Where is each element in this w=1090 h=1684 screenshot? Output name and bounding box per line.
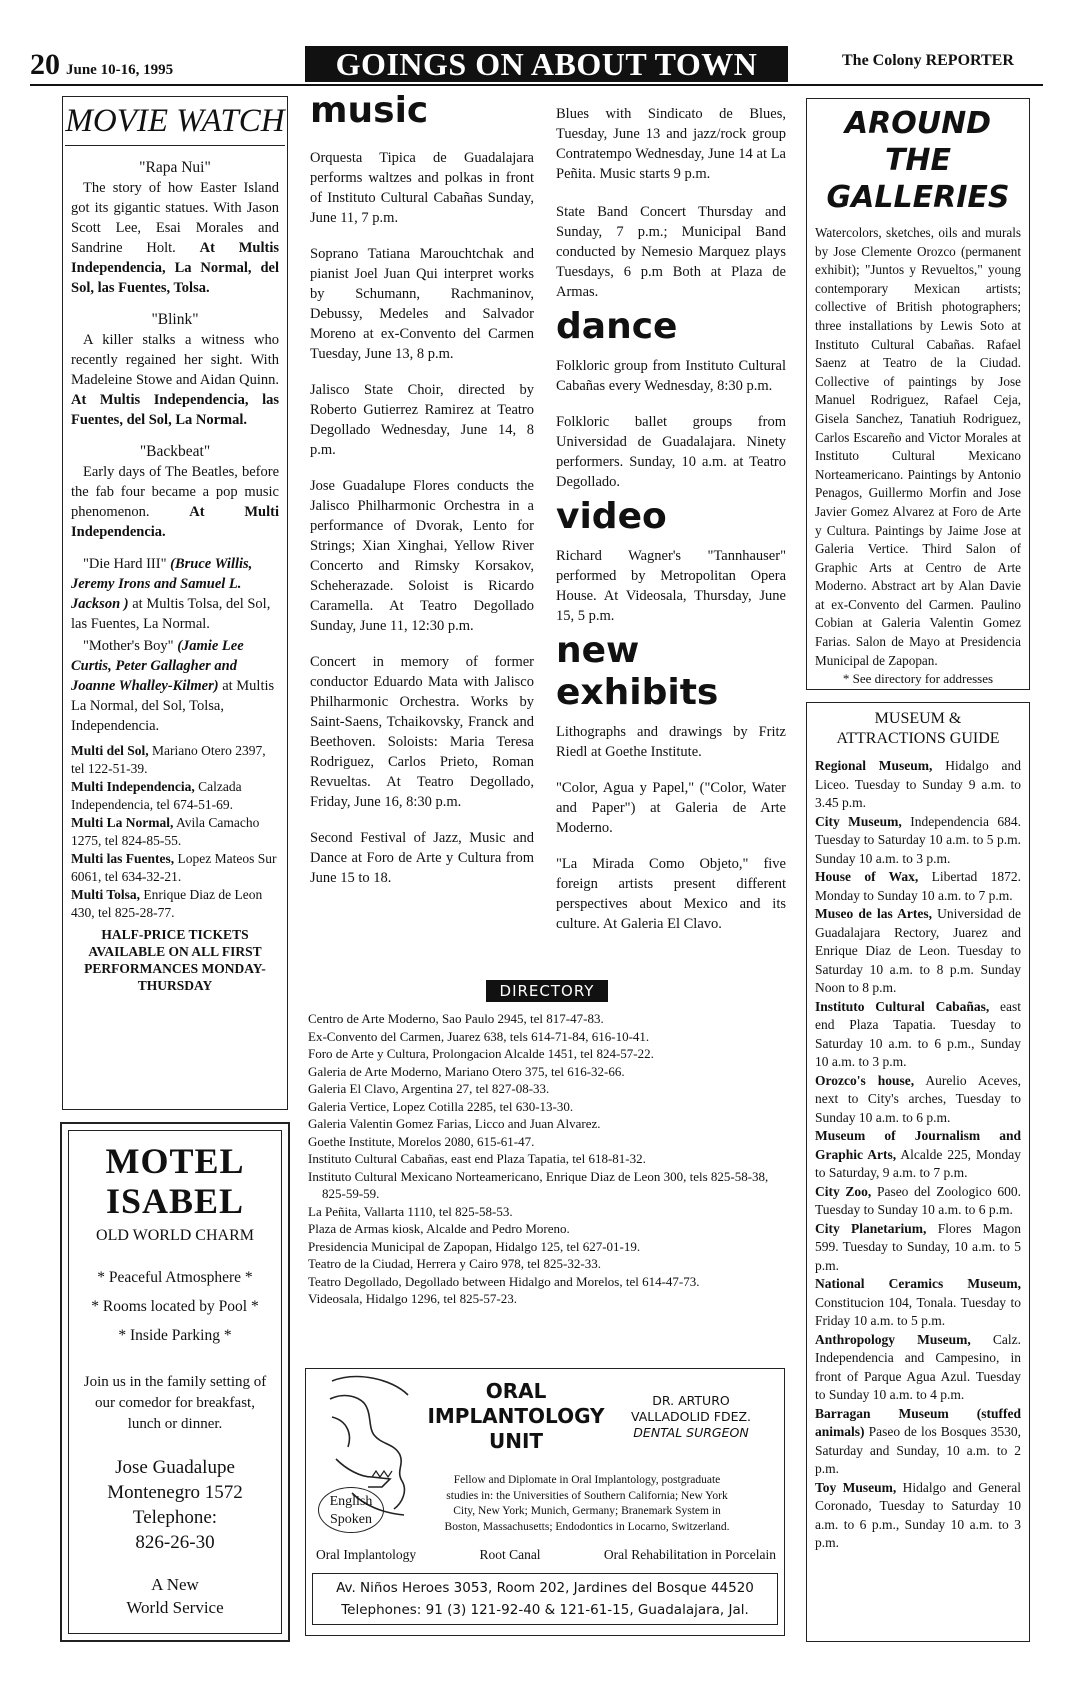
music-item: Concert in memory of former conductor Eduardo Mata with Jalisco Philharmonic Orchestra. Works by Saint-Saens, Tchaikovsky, Franck and Beethoven. Soloists: Maria Teresa Rodriguez, Carlos Prieto, Roman Revueltas. At Teatro Degollado, Friday, June 16, 8:30 p.m. [310,654,534,810]
page-number: 20 [30,48,60,81]
galleries-title [815,105,1021,216]
movie-watch-title: MOVIE WATCH [65,101,285,146]
exhibit-item: "Color, Agua y Papel," ("Color, Water and Paper") at Galeria de Arte Moderno. [556,780,786,836]
dental-doctor [606,1393,776,1441]
video-item: Richard Wagner's "Tannhauser" performed by Metropolitan Opera House. At Videosala, Thursday, June 15, 5 p.m. [556,548,786,624]
directory [308,980,786,1308]
theater-address: Lopez Mateos Sur 6061, tel 634-32-21. [71,851,277,884]
galleries-text: Watercolors, sketches, oils and murals by Jose Clemente Orozco (permanent exhibit); "Juntos y Revueltos," young contemporary Mexican artists; collective of British photographers; three installations by Lewis Soto at Instituto Cultural Cabañas. Rafael Saenz at Teatro de la Ciudad. Collective of paintings by Jose Manuel Rodriguez, Rafael Ceja, Gisela Sanchez, Tanatiuh Rodriguez, Carlos Escareño and Victor Morales at Instituto Cultural Mexicano Norteamericano. Paintings by Antonio Penagos, Guillermo Morfin and Jose Javier Gomez Alvarez at Foro de Arte y Cultura. Paintings by Jaime Jose at Galeria Vertice. Third Salon of Graphic Arts at Centro de Arte Moderno. Abstract art by Alan Davie at ex-Convento del Carmen. Paulino Cobian at Galeria Valentin Gomez Farias. Salon de Mayo at Presidencia Municipal de Zapopan. [815,225,1021,668]
header-rule [30,84,1043,86]
motel-slogan [77,1573,273,1619]
directory-entry: Galeria El Clavo, Argentina 27, tel 827-08-33. [308,1081,550,1096]
directory-entry: Instituto Cultural Cabañas, east end Plaza Tapatia, tel 618-81-32. [308,1151,646,1166]
museum-name: City Zoo, [815,1183,872,1199]
motel-phone-label: Telephone: [132,1507,218,1528]
directory-entry: Galeria Valentin Gomez Farias, Licco and Juan Alvarez. [308,1116,601,1131]
exhibits-heading: new exhibits [556,630,719,713]
museum-details: Aurelio Aceves, next to City's arches, Tuesday to Sunday 10 a.m. to 6 p.m. [815,1072,1021,1125]
museum-name: Barragan Museum (stuffed animals) [815,1405,1021,1439]
directory-entry: Videosala, Hidalgo 1296, tel 825-57-23. [308,1291,517,1306]
theater-entry [71,886,279,922]
museum-entry [815,1405,1021,1479]
museum-name: National Ceramics Museum, [815,1276,1021,1291]
museum-details: Alcalde 225, Monday to Saturday, 9 a.m. to 7 p.m. [815,1146,1021,1180]
movie-entry [71,158,279,298]
music-item: Orquesta Tipica de Guadalajara performs waltzes and polkas in front of Instituto Cultural Cabañas Sunday, June 11, 7 p.m. [310,150,534,226]
museum-details: Universidad de Guadalajara Rectory, Juarez and Enrique Diaz de Leon. Tuesday to Saturday 10 a.m. to 8 p.m. Sunday Noon to 8 p.m. [815,906,1021,995]
museum-name: City Planetarium, [815,1220,927,1236]
museum-name: Museo de las Artes, [815,906,932,921]
dental-title [416,1379,616,1454]
theater-entry [71,742,279,778]
dental-service: Oral Implantology [316,1547,417,1562]
music-item: Jose Guadalupe Flores conducts the Jalisco Philharmonic Orchestra in a performance of Dvorak, Lento for Strings; Xian Xinghai, Yellow River Concerto and Rimsky Korsakov, Scheherazade. Soloist is Ricardo Caramella. At Teatro Degollado Sunday, June 11, 12:30 p.m. [310,478,534,634]
dental-service: Oral Rehabilitation in Porcelain [603,1547,776,1562]
directory-list [308,1010,786,1308]
dance-heading: dance [556,306,678,347]
museum-guide-box [806,702,1030,1642]
movie-entry [71,310,279,430]
museum-name: Orozco's house, [815,1072,915,1088]
directory-entry: Plaza de Armas kiosk, Alcalde and Pedro Moreno. [308,1221,570,1236]
music-item: Blues with Sindicato de Blues, Tuesday, June 13 and jazz/rock group Contratempo Wednesday, June 14 at La Peñita. Music starts 9 p.m. [556,106,786,182]
museum-details: Independencia 684. Tuesday to Saturday 10 a.m. to 5 p.m. Sunday 10 a.m. to 3 p.m. [815,813,1022,866]
motel-feature: * Peaceful Atmosphere * [97,1269,253,1286]
museum-entry [815,1220,1021,1276]
museum-name: Museum of Journalism and Graphic Arts, [815,1128,1021,1162]
museum-name: Instituto Cultural Cabañas, [815,998,990,1014]
exhibit-item: "La Mirada Como Objeto," five foreign artists present different perspectives about Mexico and its culture. At Galeria El Clavo. [556,856,786,932]
movie-desc: The story of how Easter Island got its gigantic statues. With Jason Scott Lee, Esai Morales and Sandrine Holt. [71,180,279,256]
dental-title-line1: ORAL [485,1379,547,1403]
directory-entry: Galeria Vertice, Lopez Cotilla 2285, tel 630-13-30. [308,1098,574,1114]
museum-title-line2: ATTRACTIONS GUIDE [836,730,1000,747]
music-item: Soprano Tatiana Marouchtchak and pianist Joel Juan Qui interpret works by Schumann, Rachmaninov, Debussy, Medeles and Salvador Moreno at ex-Convento del Carmen Tuesday, June 13, 8 p.m. [310,246,534,362]
music-heading: music [310,90,429,131]
movie-title: "Mother's Boy" [83,638,174,654]
movie-where: At Multis Independencia, La Normal, del Sol, las Fuentes, Tolsa. [71,240,279,296]
movie-cast: (Jamie Lee Curtis, Peter Gallagher and Joanne Whalley-Kilmer) [71,638,244,694]
museum-details: Paseo del Zoologico 600. Tuesday to Sunday 10 a.m. to 6 p.m. [815,1183,1021,1217]
theater-entry [71,778,279,814]
museum-name: Anthropology Museum, [815,1331,971,1347]
motel-address-line1: Jose Guadalupe [115,1457,235,1478]
motel-slogan-line1: A New [151,1575,199,1594]
directory-entry: Centro de Arte Moderno, Sao Paulo 2945, tel 817-47-83. [308,1011,604,1026]
museum-entry [815,998,1021,1072]
directory-entry: Teatro Degollado, Degollado between Hidalgo and Morelos, tel 614-47-73. [308,1273,700,1289]
museum-details: Hidalgo and General Coronado, Tuesday to Saturday 10 a.m. to 6 p.m., Sunday 10 a.m. to 3 p.m. [815,1479,1022,1550]
movie-where: at Multis La Normal, del Sol, Tolsa, Independencia. [71,678,275,734]
paper-name: The Colony REPORTER [842,52,1014,69]
badge-line1: English [329,1494,373,1509]
theater-name: Multi las Fuentes, [71,851,175,866]
directory-entry: Presidencia Municipal de Zapopan, Hidalgo 125, tel 627-01-19. [308,1238,641,1254]
motel-ad-inner [68,1130,282,1634]
museum-details: Flores Magon 599. Tuesday to Sunday, 10 a.m. to 5 p.m. [815,1220,1021,1273]
directory-entry: Foro de Arte y Cultura, Prolongacion Alcalde 1451, tel 824-57-22. [308,1046,654,1061]
movie-cast: (Bruce Willis, Jeremy Irons and Samuel L. Jackson ) [71,556,253,612]
movie-desc: Early days of The Beatles, before the fab four became a pop music phenomenon. [71,464,279,520]
museum-title-line1: MUSEUM & [874,710,962,727]
directory-entry: Goethe Institute, Morelos 2080, 615-61-47. [308,1133,535,1149]
theater-name: Multi Independencia, [71,779,195,794]
theater-name: Multi del Sol, [71,743,149,758]
movie-where: At Multis Independencia, las Fuentes, del Sol, La Normal. [71,392,279,428]
theater-address: Enrique Diaz de Leon 430, tel 825-28-77. [71,887,263,920]
doctor-name-line1: DR. ARTURO [652,1393,730,1408]
motel-phone: 826-26-30 [135,1532,215,1553]
movie-title: "Blink" [151,311,199,328]
movie-where: at Multis Tolsa, del Sol, las Fuentes, La Normal. [71,596,271,632]
galleries-note: * See directory for addresses [842,671,994,687]
page-header-left [30,48,173,82]
doctor-name-line2: VALLADOLID FDEZ. [630,1409,752,1424]
dental-service: Root Canal [479,1547,541,1562]
doctor-title: DENTAL SURGEON [633,1425,749,1440]
section-title: GOINGS ON ABOUT TOWN [305,46,788,82]
music-item: Jalisco State Choir, directed by Roberto Gutierrez Ramirez at Teatro Degollado Wednesday, June 14, 8 p.m. [310,382,534,458]
english-spoken-badge [318,1487,384,1533]
museum-entry [815,905,1021,998]
theater-address: Calzada Independencia, tel 674-51-69. [71,779,242,812]
music-column [310,88,534,888]
museum-entry [815,1275,1021,1331]
motel-tagline: OLD WORLD CHARM [96,1227,254,1244]
museum-entry [815,1127,1021,1183]
video-heading: video [556,496,667,537]
directory-entry: La Peñita, Vallarta 1110, tel 825-58-53. [308,1203,513,1219]
motel-ad [60,1122,290,1642]
museum-details: Constitucion 104, Tonala. Tuesday to Friday 10 a.m. to 5 p.m. [815,1294,1021,1328]
dental-ad [305,1368,785,1636]
museum-entry [815,1072,1021,1128]
museum-details: east end Plaza Tapatia. Tuesday to Saturday 10 a.m. to 6 p.m., Sunday 10 a.m. to 3 p.m. [815,998,1021,1069]
issue-date: June 10-16, 1995 [66,62,174,78]
music-item: Second Festival of Jazz, Music and Dance at Foro de Arte y Cultura from June 15 to 18. [310,830,534,886]
dance-item: Folkloric ballet groups from Universidad de Guadalajara. Ninety performers. Sunday, 10 a.m. at Teatro Degollado. [556,414,786,490]
museum-entry [815,1331,1021,1405]
directory-entry: Ex-Convento del Carmen, Juarez 638, tels 614-71-84, 616-10-41. [308,1028,650,1044]
movie-entry [71,442,279,542]
dental-bio: Fellow and Diplomate in Oral Implantology, postgraduate studies in: the Universities of Southern California; New York City, New York; Munich, Germany; Branemark System in Boston, Massachusetts; Endodontics in Locarno, Switzerland. [444,1474,730,1533]
movie-desc: A killer stalks a witness who recently regained her sight. With Madeleine Stowe and Aidan Quinn. [71,332,279,388]
movie-title: "Rapa Nui" [139,159,211,176]
museum-entry [815,757,1021,813]
motel-features [77,1263,273,1350]
galleries-title-line2: GALLERIES [826,180,1010,215]
museum-entry [815,1183,1021,1220]
museum-details: Paseo de los Bosques 3530, Saturday and Sunday, 10 a.m. to 2 p.m. [815,1424,1022,1476]
museum-name: Toy Museum, [815,1479,897,1495]
directory-entry: Instituto Cultural Mexicano Norteamericano, Enrique Diaz de Leon 300, tels 825-58-38, 825-59-59. [308,1168,769,1201]
museum-name: City Museum, [815,813,902,829]
galleries-box [806,98,1030,690]
museum-details: Calz. Independencia and Campesino, in front of Parque Agua Azul. Tuesday to Sunday 10 a.m. to 4 p.m. [815,1331,1021,1402]
movie-entry [71,636,279,736]
motel-address-line2: Montenegro 1572 [107,1482,243,1503]
theater-name: Multi Tolsa, [71,887,141,902]
museum-entry [815,868,1021,905]
museum-entry [815,813,1021,869]
motel-name-line1: MOTEL [105,1141,245,1181]
dental-title-line2: IMPLANTOLOGY [427,1404,605,1428]
museum-guide-title [815,709,1021,749]
theater-address: Mariano Otero 2397, tel 122-51-39. [71,743,266,776]
movie-where: At Multi Independencia. [71,504,279,540]
badge-line2: Spoken [330,1512,372,1527]
theater-list [71,742,279,922]
dental-address: Av. Niños Heroes 3053, Room 202, Jardines del Bosque 44520 [336,1580,754,1596]
dental-title-line3: UNIT [488,1429,544,1453]
music-item: State Band Concert Thursday and Sunday, 7 p.m.; Municipal Band conducted by Nemesio Marquez plays Tuesdays, 6 p.m Both at Plaza de Armas. [556,204,786,300]
movie-title: "Die Hard III" [83,556,167,572]
movie-watch-box [62,96,288,1110]
museum-entry [815,1479,1021,1553]
motel-feature: * Rooms located by Pool * [91,1298,259,1315]
directory-label: DIRECTORY [486,980,609,1002]
motel-address [77,1455,273,1555]
motel-name-line2: ISABEL [105,1181,245,1221]
theater-entry [71,814,279,850]
events-column-2 [556,104,786,934]
museum-details: Libertad 1872. Monday to Sunday 10 a.m. to 7 p.m. [815,869,1021,903]
museum-details: Hidalgo and Liceo. Tuesday to Sunday 9 a.m. to 3.45 p.m. [815,758,1021,810]
theater-address: Avila Camacho 1275, tel 824-85-55. [71,815,260,848]
directory-entry: Galeria de Arte Moderno, Mariano Otero 375, tel 616-32-66. [308,1063,625,1079]
museum-list [815,757,1021,1553]
movie-entry [71,554,279,634]
motel-feature: * Inside Parking * [118,1327,232,1344]
dental-services [316,1547,776,1563]
motel-slogan-line2: World Service [126,1598,224,1617]
motel-invite: Join us in the family setting of our comedor for breakfast, lunch or dinner. [83,1374,267,1432]
half-price-notice: HALF-PRICE TICKETS AVAILABLE ON ALL FIRST PERFORMANCES MONDAY-THURSDAY [84,927,266,993]
exhibit-item: Lithographs and drawings by Fritz Riedl at Goethe Institute. [556,724,786,760]
museum-name: Regional Museum, [815,758,933,773]
dental-contact [312,1573,778,1625]
theater-entry [71,850,279,886]
directory-entry: Teatro de la Ciudad, Herrera y Cairo 978, tel 825-32-33. [308,1256,601,1271]
theater-name: Multi La Normal, [71,815,174,830]
movie-title: "Backbeat" [139,443,211,460]
museum-name: House of Wax, [815,869,919,884]
dance-item: Folkloric group from Instituto Cultural Cabañas every Wednesday, 8:30 p.m. [556,358,786,394]
dental-phones: Telephones: 91 (3) 121-92-40 & 121-61-15, Guadalajara, Jal. [341,1602,749,1618]
galleries-title-line1: AROUND THE [844,106,992,178]
